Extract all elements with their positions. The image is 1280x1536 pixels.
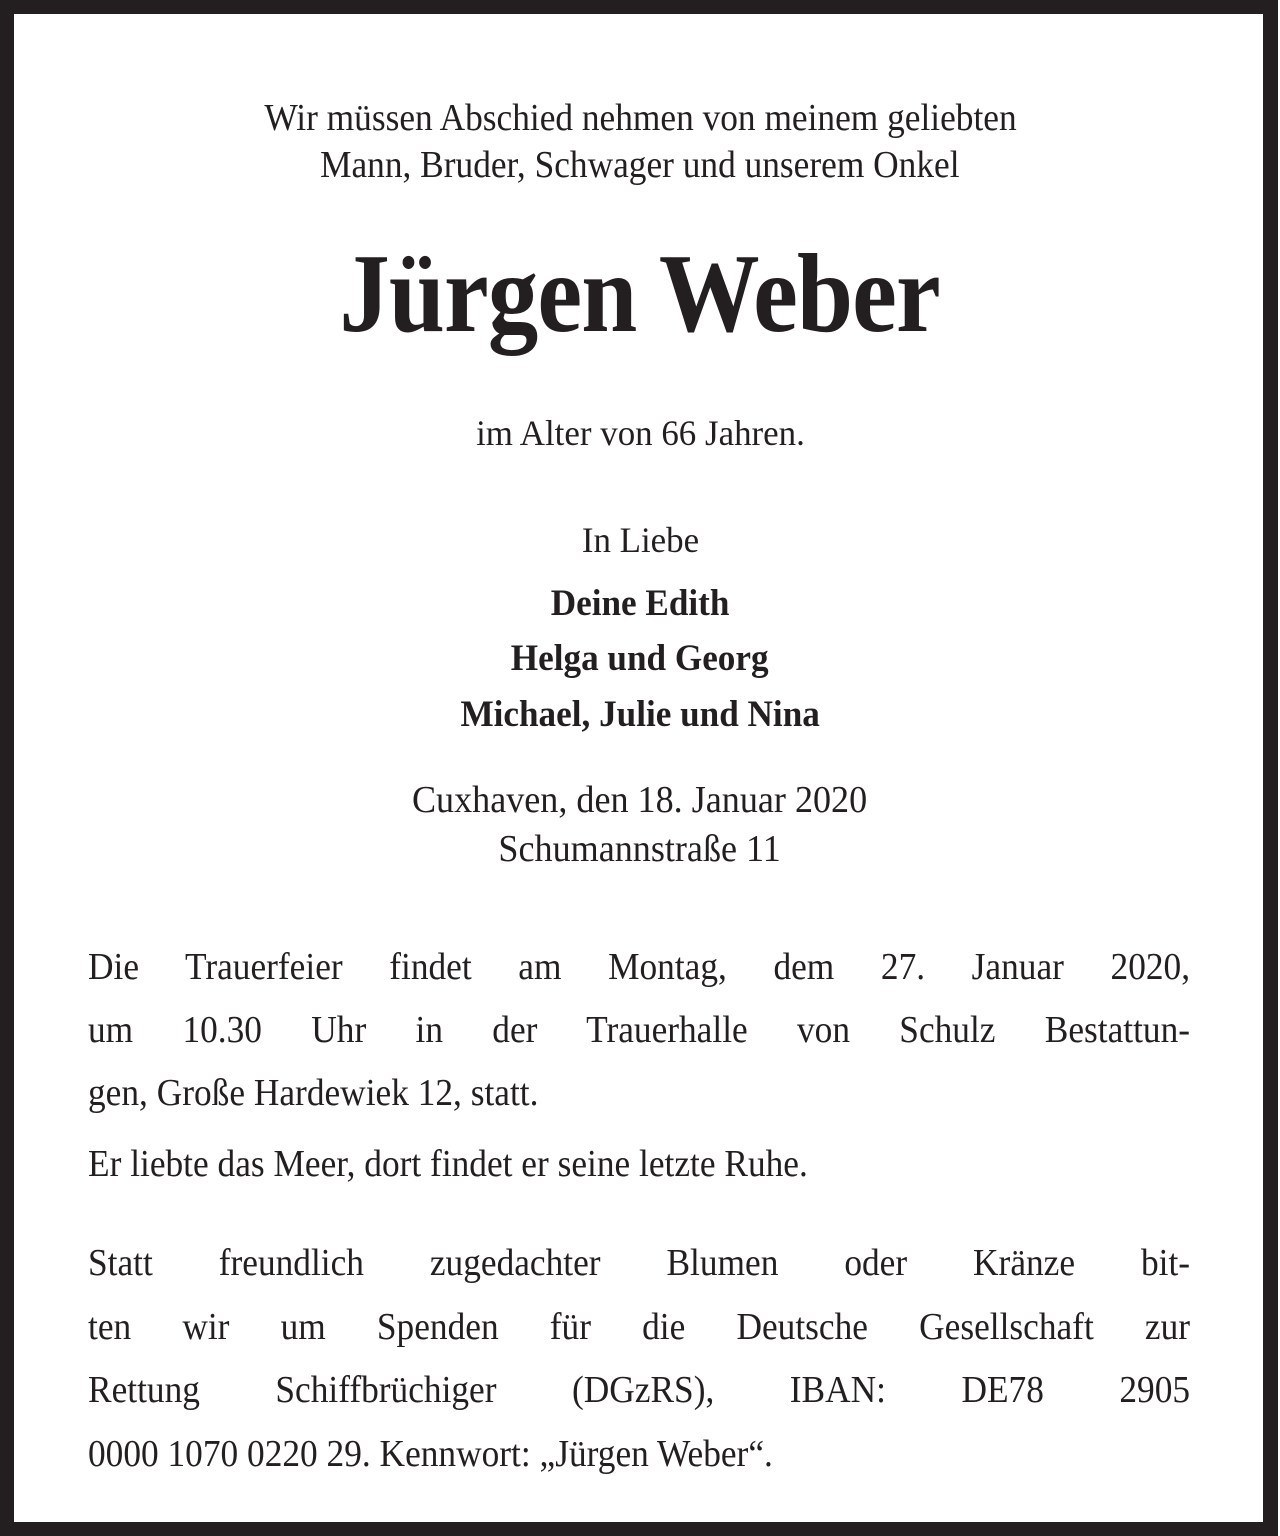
paragraph-line-text: 0000 1070 0220 29. Kennwort: „Jürgen Weber“.: [88, 1432, 773, 1475]
paragraph-line: [88, 1239, 1190, 1303]
mourner-name: Helga und Georg: [511, 638, 769, 679]
paragraph-line-text: Er liebte das Meer, dort findet er seine letzte Ruhe.: [88, 1143, 808, 1185]
mourner-3: [0, 687, 1280, 743]
intro-text-1: Wir müssen Abschied nehmen von meinem geliebten: [263, 97, 1017, 139]
place-date-text: Cuxhaven, den 18. Januar 2020: [412, 779, 868, 821]
paragraph-line: [88, 1139, 1190, 1189]
age-line: [0, 413, 1280, 453]
paragraph-line-text: gen, Große Hardewiek 12, statt.: [88, 1072, 539, 1114]
intro-line-1: [0, 95, 1280, 142]
address-text: Schumannstraße 11: [498, 828, 782, 870]
paragraph-line-text: Statt freundlich zugedachter Blumen oder Kränze bit-: [88, 1242, 1191, 1284]
mourner-2: [0, 631, 1280, 687]
closing-line: [0, 520, 1280, 560]
mourner-name: Michael, Julie und Nina: [460, 694, 820, 735]
donation-paragraph: [88, 1239, 1190, 1479]
paragraph-line-text: Rettung Schiffbrüchiger (DGzRS), IBAN: DE78 2905: [88, 1369, 1191, 1411]
age-text: im Alter von 66 Jahren.: [475, 413, 805, 453]
place-date-line: [0, 776, 1280, 825]
paragraph-line: [88, 1068, 1190, 1118]
paragraph-line-text: um 10.30 Uhr in der Trauerhalle von Schulz Bestattun-: [88, 1009, 1191, 1051]
closing-text: In Liebe: [581, 520, 699, 560]
paragraph-line: [88, 942, 1190, 1005]
deceased-name-heading: [0, 232, 1280, 356]
paragraph-line-text: ten wir um Spenden für die Deutsche Gesellschaft zur: [88, 1305, 1191, 1348]
paragraph-line: [88, 1430, 1190, 1480]
mourner-name: Deine Edith: [550, 583, 730, 624]
mourner-1: [0, 576, 1280, 632]
resting-place-paragraph: [88, 1139, 1190, 1189]
paragraph-line: [88, 1303, 1190, 1367]
funeral-service-paragraph: [88, 942, 1190, 1118]
paragraph-line: [88, 1005, 1190, 1068]
paragraph-line: [88, 1366, 1190, 1430]
intro-text-2: Mann, Bruder, Schwager und unserem Onkel: [320, 144, 960, 186]
intro-line-2: [0, 142, 1280, 189]
paragraph-line-text: Die Trauerfeier findet am Montag, dem 27. Januar 2020,: [88, 946, 1191, 988]
deceased-name: Jürgen Weber: [339, 232, 941, 356]
address-line: [0, 825, 1280, 874]
